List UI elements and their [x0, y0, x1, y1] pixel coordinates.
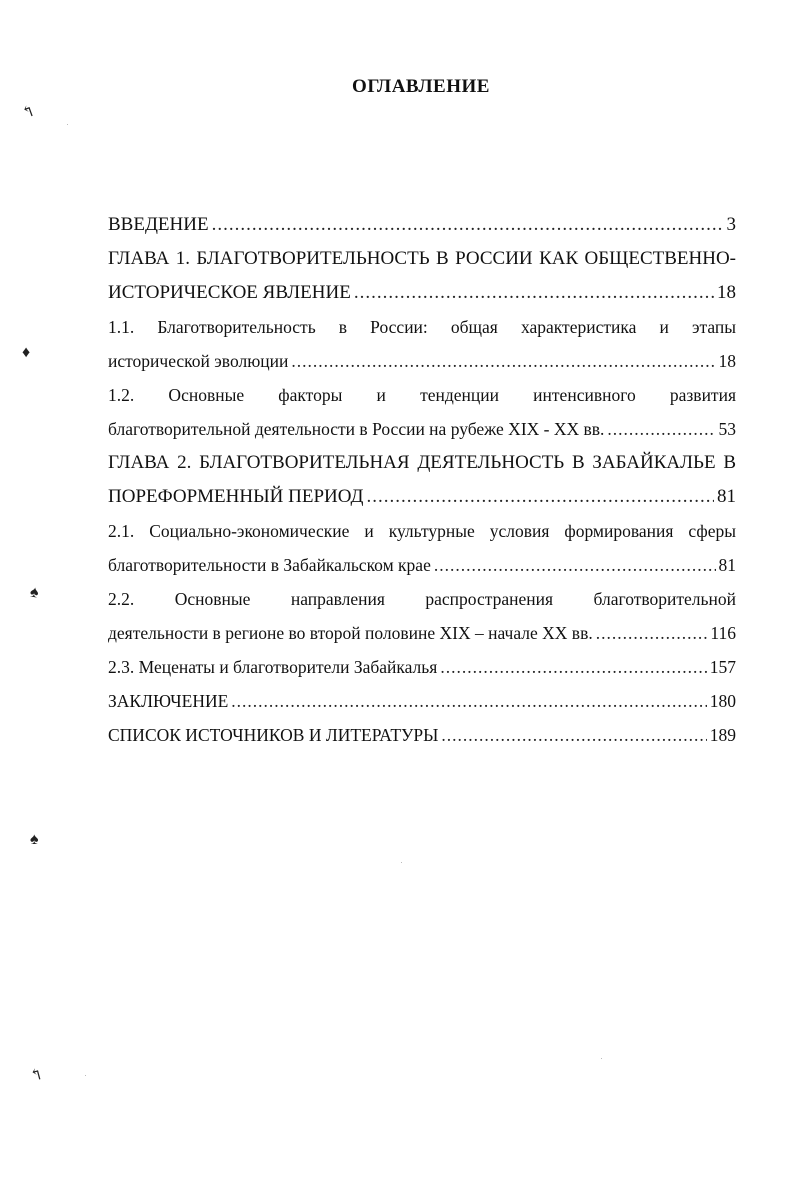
toc-entry-text: благотворительности в Забайкальском крае [108, 555, 431, 575]
toc-entry-section2-1-line1: 2.1. Социально-экономические и культурные условия формирования сферы [108, 521, 736, 541]
toc-entry-bibliography [108, 718, 736, 752]
scan-speck [85, 1075, 86, 1076]
toc-entry-section2-1-line2 [108, 548, 736, 582]
toc-page-number: 180 [709, 691, 736, 711]
scan-speck [401, 862, 402, 863]
toc-leader-dots [434, 548, 716, 582]
toc-page-number: 18 [718, 351, 736, 371]
scan-artifact: ♠ [30, 831, 39, 848]
toc-page-number: 116 [710, 623, 736, 643]
toc-entry-introduction [108, 208, 736, 242]
toc-page-number: 81 [717, 486, 736, 507]
toc-entry-text: деятельности в регионе во второй половине XIX – начале XX вв. [108, 623, 593, 643]
toc-entry-section1-2-line1: 1.2. Основные факторы и тенденции интенсивного развития [108, 385, 736, 405]
toc-entry-text: ПОРЕФОРМЕННЫЙ ПЕРИОД [108, 486, 364, 507]
scan-speck [67, 124, 68, 125]
toc-entry-text: 2.3. Меценаты и благотворители Забайкалья [108, 657, 438, 677]
toc-leader-dots [212, 208, 724, 242]
toc-entry-text: исторической эволюции [108, 351, 289, 371]
toc-entry-section1-1-line1: 1.1. Благотворительность в России: общая характеристика и этапы [108, 317, 736, 337]
toc-entry-text: ИСТОРИЧЕСКОЕ ЯВЛЕНИЕ [108, 282, 351, 303]
scan-speck [601, 1058, 602, 1059]
scan-artifact: ♠ [28, 583, 40, 602]
scan-artifact: ↰ [27, 1065, 46, 1086]
toc-entry-chapter2-line2 [108, 480, 736, 514]
toc-page-number: 3 [726, 214, 736, 235]
page-title: ОГЛАВЛЕНИЕ [352, 76, 490, 97]
toc-leader-dots [291, 344, 715, 378]
toc-leader-dots [354, 276, 714, 310]
toc-page-number: 18 [717, 282, 736, 303]
toc-entry-text: ВВЕДЕНИЕ [108, 214, 209, 235]
toc-page-number: 81 [718, 555, 736, 575]
toc-entry-chapter1-line2 [108, 276, 736, 310]
scan-artifact: ♦ [22, 344, 31, 361]
toc-entry-conclusion [108, 684, 736, 718]
toc-entry-section1-1-line2 [108, 344, 736, 378]
toc-entry-chapter1-line1: ГЛАВА 1. БЛАГОТВОРИТЕЛЬНОСТЬ В РОССИИ КАК ОБЩЕСТВЕННО- [108, 248, 736, 269]
toc-entry-text: СПИСОК ИСТОЧНИКОВ И ЛИТЕРАТУРЫ [108, 725, 439, 745]
toc-entry-text: ЗАКЛЮЧЕНИЕ [108, 691, 229, 711]
toc-leader-dots [231, 684, 706, 718]
toc-entry-chapter2-line1: ГЛАВА 2. БЛАГОТВОРИТЕЛЬНАЯ ДЕЯТЕЛЬНОСТЬ В ЗАБАЙКАЛЬЕ В [108, 452, 736, 473]
toc-entry-section2-3 [108, 650, 736, 684]
table-of-contents [108, 208, 736, 752]
toc-page-number: 189 [709, 725, 736, 745]
toc-leader-dots [441, 718, 706, 752]
toc-page-number: 53 [718, 419, 736, 439]
toc-page-number: 157 [709, 657, 736, 677]
toc-entry-text: благотворительной деятельности в России на рубеже XIX - XX вв. [108, 419, 605, 439]
toc-entry-section2-2-line1: 2.2. Основные направления распространения благотворительной [108, 589, 736, 609]
scan-artifact: ↰ [19, 102, 38, 123]
toc-leader-dots [596, 616, 708, 650]
toc-entry-section1-2-line2 [108, 412, 736, 446]
toc-leader-dots [366, 480, 714, 514]
toc-leader-dots [607, 412, 715, 446]
toc-entry-section2-2-line2 [108, 616, 736, 650]
toc-leader-dots [440, 650, 706, 684]
